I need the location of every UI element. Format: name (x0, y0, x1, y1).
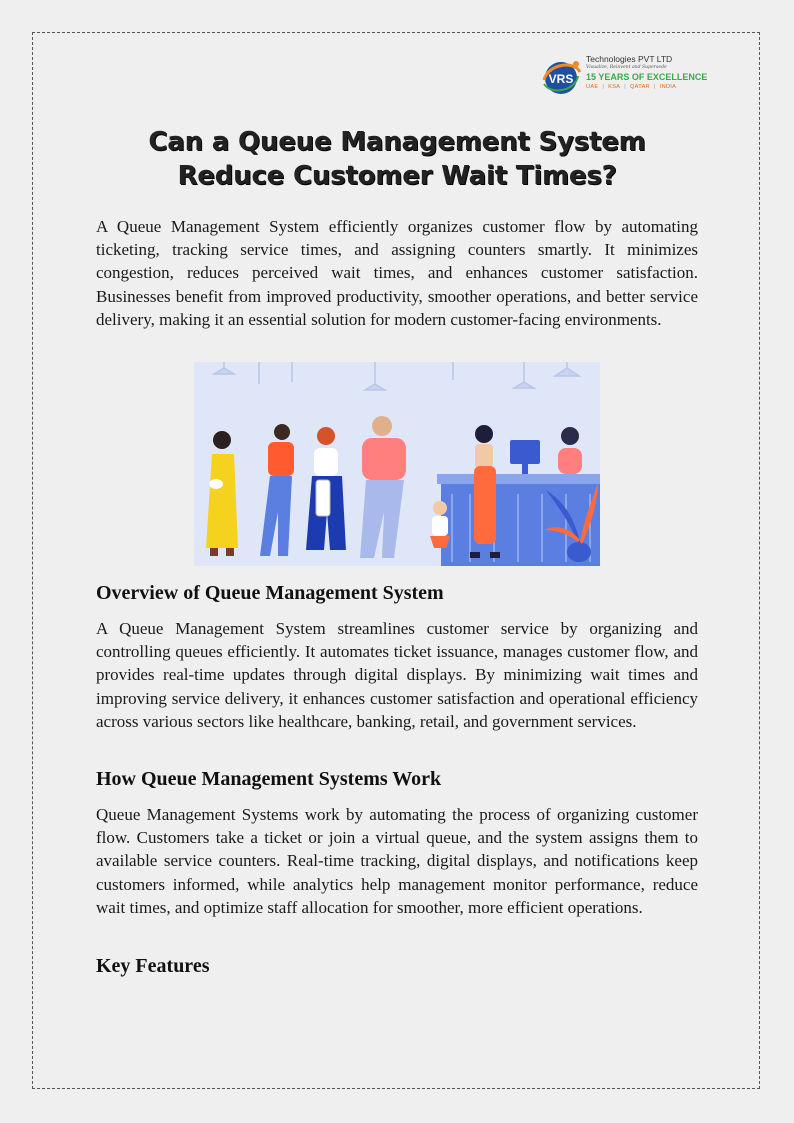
company-logo (538, 54, 708, 102)
section-heading-key-features: Key Features (96, 955, 210, 977)
years-badge: 15 YEARS OF EXCELLENCE (586, 72, 708, 82)
section-heading-how-it-works: How Queue Management Systems Work (96, 768, 442, 790)
svg-text:VRS: VRS (548, 72, 574, 86)
region-india: INDIA (659, 84, 677, 90)
section-heading-overview: Overview of Queue Management System (96, 582, 444, 604)
region-ksa: KSA (608, 84, 621, 90)
regions-list: UAE | KSA | QATAR | INDIA (586, 84, 677, 90)
queue-illustration (194, 362, 600, 566)
section-body-overview: A Queue Management System streamlines customer service by organizing and controlling queues efficiently. It automates ticket issuance, manages customer flow, and provides real-time updates through digital displays. By minimizing wait times and improving service delivery, it enhances customer satisfaction and operational efficiency across various sectors like healthcare, banking, retail, and government services. (96, 619, 698, 731)
document-title: Can a Queue Management System Reduce Customer Wait Times? (148, 127, 646, 191)
vrs-logo-icon (538, 54, 584, 100)
region-uae: UAE (586, 84, 599, 90)
intro-paragraph: A Queue Management System efficiently organizes customer flow by automating ticketing, tracking service times, and assigning counters smartly. It minimizes congestion, reduces perceived wait times, and enhances customer satisfaction. Businesses benefit from improved productivity, smoother operations, and better service delivery, making it an essential solution for modern customer-facing environments. (96, 217, 698, 329)
company-name: Technologies PVT LTD (586, 54, 673, 64)
section-body-how-it-works: Queue Management Systems work by automating the process of organizing customer flow. Customers take a ticket or join a virtual queue, and the system assigns them to available service counters. Real-time tracking, digital displays, and notifications keep customers informed, while analytics help management monitor performance, reduce wait times, and optimize staff allocation for smoother, more efficient operations. (96, 805, 698, 917)
company-tagline: Visualize, Reinvent and Supersede (586, 65, 667, 70)
region-qatar: QATAR (630, 84, 650, 90)
